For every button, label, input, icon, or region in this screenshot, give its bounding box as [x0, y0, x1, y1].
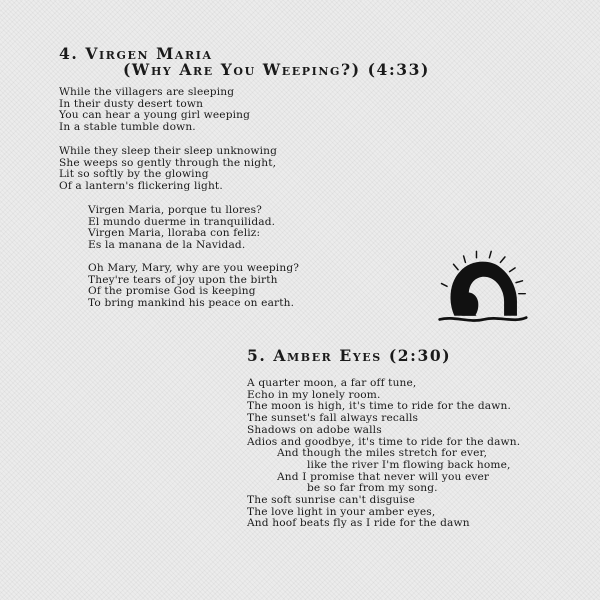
lyric-line: And though the miles stretch for ever,	[277, 447, 488, 460]
lyric-line: While they sleep their sleep unknowing	[59, 145, 278, 157]
song-5-name: Amber Eyes	[273, 346, 382, 365]
song-4-subtitle-line	[59, 62, 430, 78]
lyric-line: The soft sunrise can't disguise	[247, 494, 416, 507]
song-5-lyrics	[247, 378, 520, 530]
lyric-line: In their dusty desert town	[59, 97, 204, 110]
lyric-line: She weeps so gently through the night,	[59, 156, 277, 169]
lyric-line: The moon is high, it's time to ride for the dawn.	[247, 400, 511, 413]
song-4-duration: (4:33)	[367, 60, 430, 79]
lyric-line: Adios and goodbye, it's time to ride for the dawn.	[247, 435, 521, 448]
lyric-line: They're tears of joy upon the birth	[88, 273, 278, 286]
song-4-number: 4.	[59, 44, 79, 63]
lyric-line: El mundo duerme in tranquilidad.	[88, 215, 276, 228]
song-4-name: Virgen Maria	[85, 44, 213, 63]
lyric-line: And I promise that never will you ever	[277, 470, 490, 483]
lyric-line: Of a lantern's flickering light.	[59, 180, 223, 193]
song-4-stanza-3	[88, 205, 275, 252]
lyric-line: You can hear a young girl weeping	[59, 109, 251, 122]
lyric-line: Virgen Maria, lloraba con feliz:	[88, 227, 261, 240]
song-5-title-line	[247, 348, 451, 364]
lyric-line: A quarter moon, a far off tune,	[247, 377, 417, 389]
song-4-stanza-1	[59, 87, 250, 134]
lyric-line: The sunset's fall always recalls	[247, 412, 419, 425]
lyric-line: Virgen Maria, porque tu llores?	[88, 204, 262, 216]
lyric-line: To bring mankind his peace on earth.	[88, 297, 295, 310]
lyric-line: In a stable tumble down.	[59, 121, 196, 134]
lyric-line: While the villagers are sleeping	[59, 86, 235, 98]
lyric-line: The love light in your amber eyes,	[247, 505, 436, 518]
song-5-title	[247, 348, 451, 364]
lyric-line: like the river I'm flowing back home,	[307, 458, 511, 471]
song-4-stanza-4	[88, 263, 299, 310]
lyric-line: Shadows on adobe walls	[247, 423, 382, 436]
song-5-number: 5.	[247, 346, 267, 365]
lyric-line: And hoof beats fly as I ride for the dawn	[247, 517, 470, 530]
lyric-line: Of the promise God is keeping	[88, 285, 256, 298]
song-5-duration: (2:30)	[388, 346, 452, 365]
cactus-icon	[436, 244, 528, 336]
lyric-line: Oh Mary, Mary, why are you weeping?	[88, 262, 300, 274]
lyric-line: Lit so softly by the glowing	[59, 168, 209, 181]
song-4-stanza-2	[59, 146, 277, 193]
lyric-line: Es la manana de la Navidad.	[88, 239, 246, 252]
song-4-title	[59, 46, 430, 78]
song-4-subtitle: (Why Are You Weeping?)	[123, 60, 361, 79]
lyric-line: Echo in my lonely room.	[247, 388, 381, 401]
lyric-line: be so far from my song.	[307, 482, 438, 495]
